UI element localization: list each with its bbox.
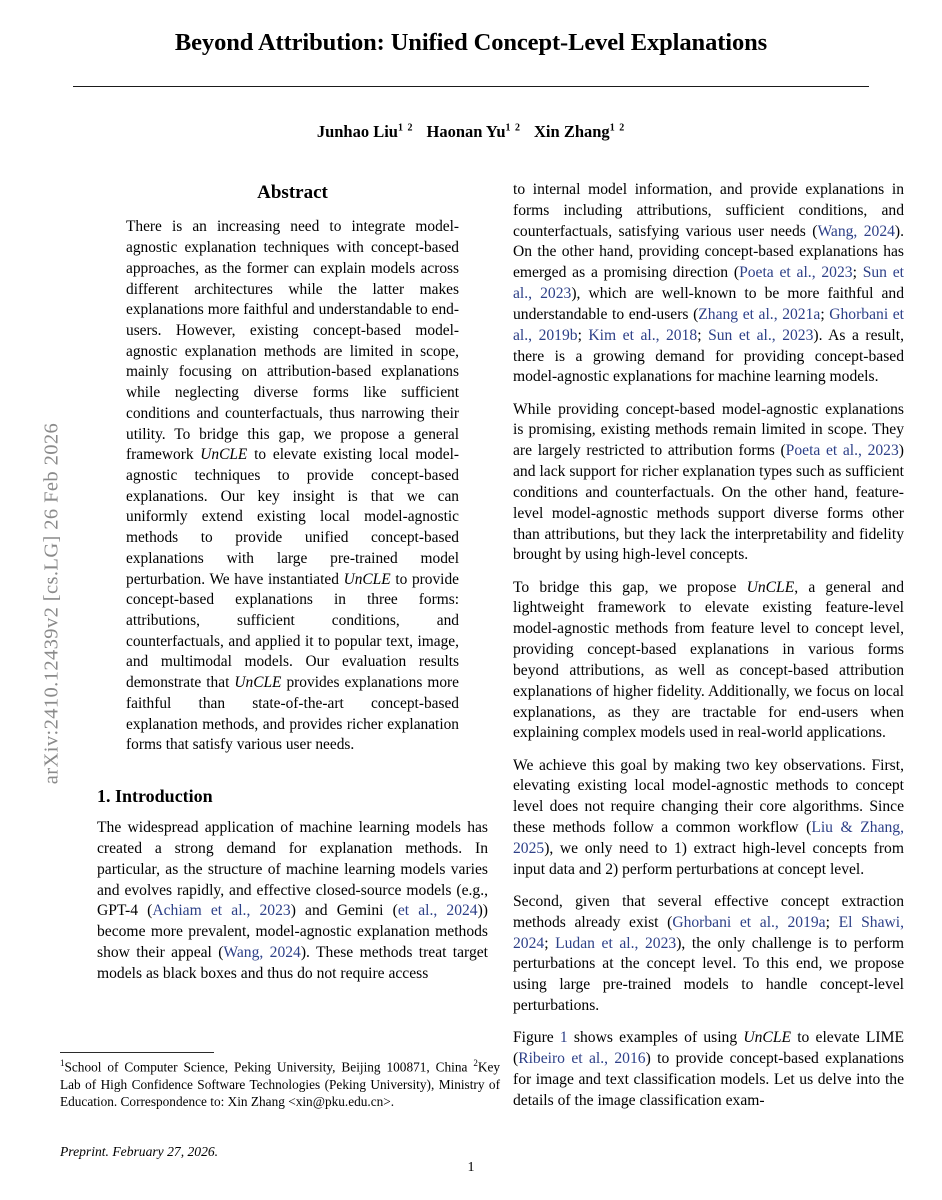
body-text: While providing concept-based model-agnostic explanations is promising, existing methods remain limited in scope. They are largely restricted to attribution forms ( bbox=[513, 400, 904, 460]
body-text: ). These methods treat target models as black boxes and thus do not require access bbox=[97, 943, 489, 982]
body-text: ). On the other hand, providing concept-based explanations has emerged as a promising direction ( bbox=[513, 222, 905, 282]
framework-name: UnCLE bbox=[343, 570, 391, 588]
preprint-notice: Preprint. February 27, 2026. bbox=[60, 1144, 219, 1159]
footnote-affiliations bbox=[60, 1058, 500, 1110]
citation-link[interactable]: Sun et al., 2023 bbox=[513, 264, 904, 303]
citation-link[interactable]: Liu & Zhang, 2025 bbox=[513, 819, 904, 857]
citation-link[interactable]: Poeta et al., 2023 bbox=[785, 442, 899, 460]
footnote-rule bbox=[60, 1052, 214, 1053]
footnote-text: Key Lab of High Confidence Software Technologies (Peking University), Ministry of Education. Correspondence to: Xin Zhang <xin@pku.edu.cn>. bbox=[60, 1059, 500, 1109]
body-text: )) become more prevalent, model-agnostic explanation methods show their appeal ( bbox=[97, 902, 488, 961]
author-entry bbox=[426, 122, 521, 141]
arxiv-stamp: arXiv:2410.12439v2 [cs.LG] 26 Feb 2026 bbox=[40, 422, 63, 785]
body-text: ), which are well-known to be more faithful and understandable to end-users ( bbox=[513, 285, 904, 323]
author-name: Haonan Yu bbox=[426, 122, 506, 141]
body-text: The widespread application of machine learning models has created a strong demand for explanation methods. In particular, as the structure of machine learning models varies and evolves rapidly, and effective closed-source models (e.g., GPT-4 ( bbox=[97, 819, 488, 920]
author-affiliation-marker: 1 2 bbox=[397, 122, 414, 134]
citation-link[interactable]: Ghorbani et al., 2019a bbox=[672, 913, 826, 931]
paragraph bbox=[513, 180, 904, 388]
left-column bbox=[97, 180, 488, 996]
citation-link[interactable]: Kim et al., 2018 bbox=[588, 326, 698, 344]
citation-link[interactable]: et al., 2024 bbox=[397, 902, 478, 920]
author-entry bbox=[317, 122, 414, 141]
body-text: shows examples of using bbox=[567, 1029, 744, 1047]
figure-reference-link[interactable]: 1 bbox=[559, 1029, 568, 1047]
framework-name: UnCLE bbox=[234, 674, 282, 692]
body-text: ), the only challenge is to perform perturbations at the concept level. To this end, we propose using large pre-trained models to handle concept-level perturbations. bbox=[513, 934, 905, 1015]
author-affiliation-marker: 1 2 bbox=[505, 122, 522, 134]
body-text: Second, given that several effective concept extraction methods already exist ( bbox=[513, 893, 904, 931]
paragraph bbox=[513, 892, 904, 1017]
citation-link[interactable]: Ghorbani et al., 2019b bbox=[513, 305, 904, 344]
body-text: ; bbox=[825, 913, 839, 931]
citation-link[interactable]: Achiam et al., 2023 bbox=[152, 902, 291, 920]
citation-link[interactable]: El Shawi, 2024 bbox=[513, 913, 904, 952]
body-text: ; bbox=[820, 305, 830, 323]
body-text: ) to provide concept-based explanations for image and text classification models. Let us delve into the details of the image classification exam- bbox=[513, 1050, 904, 1109]
abstract-text: There is an increasing need to integrate model-agnostic explanation techniques with concept-based approaches, as the former can explain models across different architectures while the latter makes explanations more faithful and understandable to end-users. However, existing concept-based model-agnostic explanation methods are limited in scope, mainly focusing on attribution-based explanations while neglecting diverse forms like sufficient conditions and counterfactuals, thus narrowing their utility. To bridge this gap, we propose a general framework bbox=[126, 218, 459, 464]
citation-link[interactable]: Wang, 2024 bbox=[223, 943, 301, 961]
body-text: , a general and lightweight framework to elevate existing feature-level model-agnostic methods from feature level to concept level, providing concept-based explanations in various forms beyond attributions, as well as concept-based attribution explanations of higher fidelity. Additionally, we focus on local explanations, as they are tractable for end-users when explaining complex models used in real-world applications. bbox=[513, 578, 904, 742]
body-text: ) and Gemini ( bbox=[290, 902, 398, 920]
page-number: 1 bbox=[467, 1160, 475, 1175]
body-text: ; bbox=[852, 264, 863, 282]
body-text: to elevate LIME ( bbox=[513, 1029, 904, 1068]
page-title: Beyond Attribution: Unified Concept-Level Explanations bbox=[174, 29, 768, 56]
citation-link[interactable]: Ludan et al., 2023 bbox=[555, 934, 677, 952]
abstract-text: to provide concept-based explanations in three forms: attributions, sufficient conditions, and counterfactuals, and applied it to popular text, image, and multimodal models. Our evaluation results demonstrate that bbox=[126, 570, 459, 692]
abstract-heading: Abstract bbox=[257, 182, 328, 203]
author-name: Junhao Liu bbox=[316, 122, 398, 141]
paragraph bbox=[513, 578, 904, 745]
abstract-text: provides explanations more faithful than state-of-the-art concept-based explanation methods, and provides richer explanation forms that satisfy various user needs. bbox=[126, 674, 459, 754]
title-rule bbox=[73, 86, 869, 87]
citation-link[interactable]: Zhang et al., 2021a bbox=[698, 305, 821, 323]
paragraph bbox=[513, 400, 904, 567]
section-heading-introduction: 1. Introduction bbox=[97, 786, 213, 807]
paragraph bbox=[513, 756, 904, 881]
body-text: Figure bbox=[513, 1029, 560, 1047]
footnote-text: School of Computer Science, Peking University, Beijing 100871, China bbox=[64, 1059, 474, 1075]
citation-link[interactable]: Ribeiro et al., 2016 bbox=[518, 1050, 646, 1068]
body-text: ; bbox=[577, 326, 589, 344]
framework-name: UnCLE bbox=[200, 446, 248, 464]
author-name: Xin Zhang bbox=[534, 122, 610, 141]
footnote-marker-1: 1 bbox=[60, 1058, 65, 1068]
body-text: ) and lack support for richer explanation types such as sufficient conditions and counterfactuals. On the other hand, feature-level model-agnostic methods support diverse forms other than attributions, but they lack the interpretability and fidelity brought by using high-level concepts. bbox=[513, 442, 904, 564]
abstract-text: to elevate existing local model-agnostic techniques to provide concept-based explanations. Our key insight is that we can uniformly extend existing local model-agnostic methods to provide unified concept-based explanations with large pre-trained model perturbation. We have instantiated bbox=[126, 446, 459, 588]
framework-name: UnCLE bbox=[743, 1029, 792, 1047]
body-text: ). As a result, there is a growing demand for providing concept-based model-agnostic explanations for machine learning models. bbox=[513, 326, 904, 386]
citation-link[interactable]: Sun et al., 2023 bbox=[708, 326, 814, 344]
paragraph bbox=[97, 818, 488, 985]
right-column bbox=[513, 180, 904, 1123]
body-text: to internal model information, and provide explanations in forms including attributions, sufficient conditions, and counterfactuals, satisfying various user needs ( bbox=[513, 181, 904, 240]
citation-link[interactable]: Poeta et al., 2023 bbox=[739, 264, 853, 282]
body-text: ; bbox=[697, 326, 709, 344]
framework-name: UnCLE bbox=[746, 578, 795, 596]
abstract-body bbox=[126, 217, 459, 756]
body-text: ; bbox=[544, 934, 556, 952]
footnote-marker-2: 2 bbox=[473, 1058, 478, 1068]
citation-link[interactable]: Wang, 2024 bbox=[817, 222, 895, 240]
body-text: ), we only need to 1) extract high-level concepts from input data and 2) perform perturbations at concept level. bbox=[513, 839, 904, 878]
author-entry bbox=[534, 122, 625, 141]
body-text: To bridge this gap, we propose bbox=[513, 578, 747, 596]
author-affiliation-marker: 1 2 bbox=[609, 122, 626, 134]
body-text: We achieve this goal by making two key observations. First, elevating existing local model-agnostic methods to concept level does not require changing their core algorithms. Since these methods follow a common workflow ( bbox=[513, 756, 904, 837]
paragraph bbox=[513, 1028, 904, 1111]
author-list bbox=[80, 122, 862, 142]
